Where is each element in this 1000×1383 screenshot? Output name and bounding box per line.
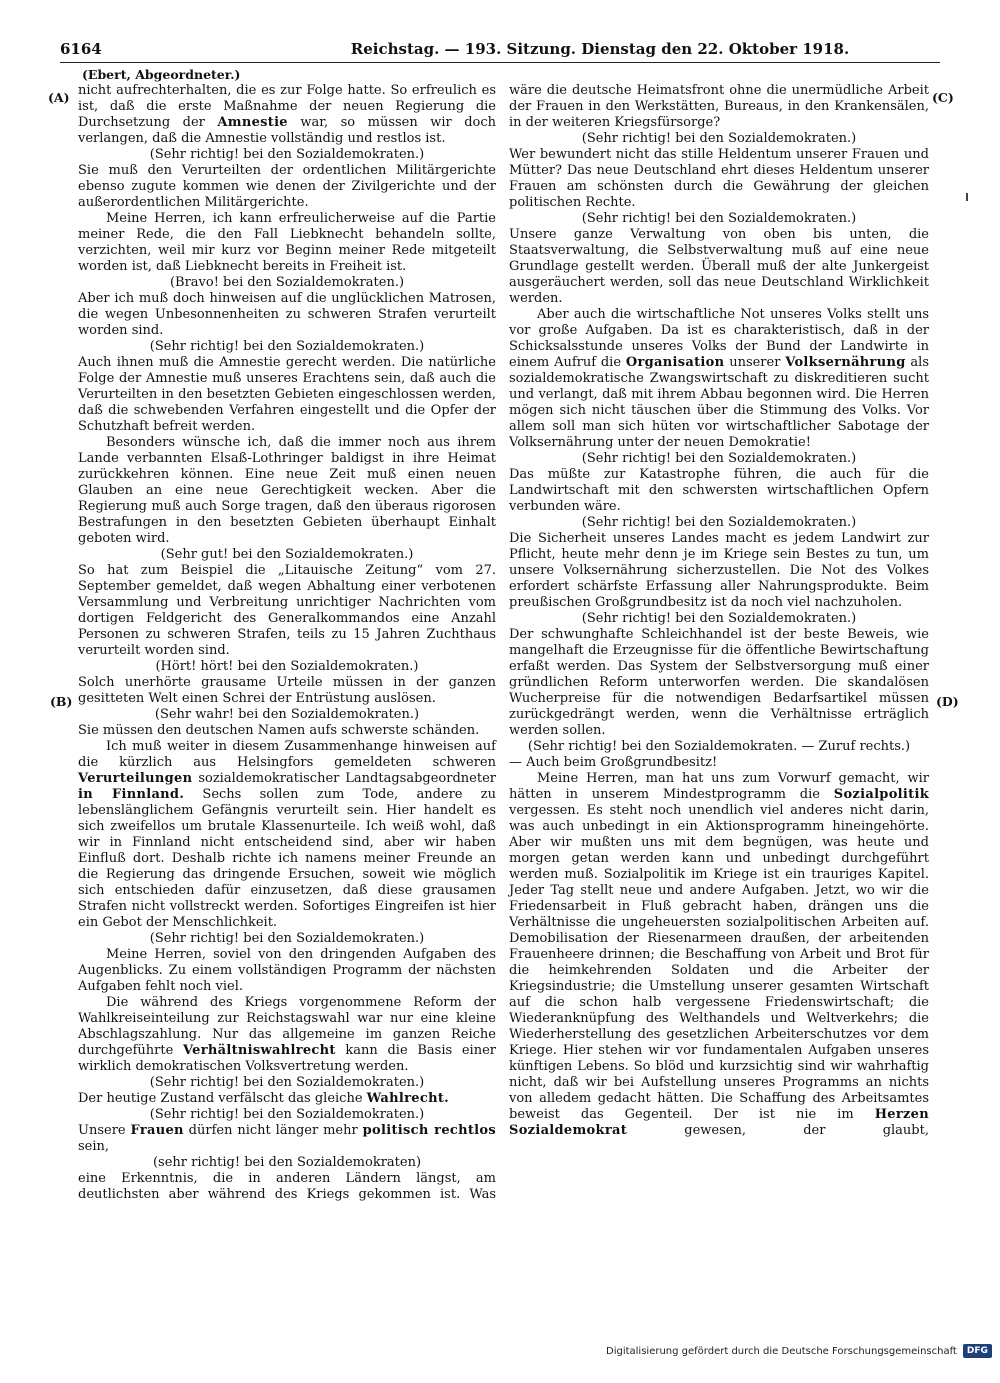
paragraph: Das müßte zur Katastrophe führen, die auch für die Landwirtschaft mit den schwersten wirtschaftlichen Opfern verbunden wäre. xyxy=(509,467,929,514)
left-column xyxy=(78,83,496,1203)
paragraph: Solch unerhörte grausame Urteile müssen in der ganzen gesitteten Welt einen Schrei der Entrüstung auslösen. xyxy=(78,675,496,706)
reaction: (Sehr richtig! bei den Sozialdemokraten.) xyxy=(149,147,425,162)
reaction: (Sehr richtig! bei den Sozialdemokraten.) xyxy=(149,1107,425,1122)
reaction: (Sehr richtig! bei den Sozialdemokraten.) xyxy=(149,931,425,946)
reaction: (Sehr richtig! bei den Sozialdemokraten.) xyxy=(149,1075,425,1090)
reaction: (Sehr richtig! bei den Sozialdemokraten.) xyxy=(581,611,857,626)
paragraph: Der schwunghafte Schleichhandel ist der beste Beweis, wie mangelhaft die Erzeugnisse für die öffentliche Bewirtschaftung erfaßt werden. Das System der Selbstversorgung muß einer gründlichen Reform unterworfen werden. Die skandalösen Wucherpreise für die notwendigen Bedarfsartikel müssen zurückgedrängt werden, wenn die Verhältnisse erträglich werden sollen. xyxy=(509,627,929,738)
paragraph: Sie müssen den deutschen Namen aufs schwerste schänden. xyxy=(78,723,480,738)
reaction: (Sehr richtig! bei den Sozialdemokraten.) xyxy=(581,131,857,146)
page-header xyxy=(60,40,940,64)
paragraph: Auch ihnen muß die Amnestie gerecht werden. Die natürliche Folge der Amnestie muß unseres Erachtens sein, daß auch die Verurteilten in den besetzten Gebieten eingeschlossen werden, daß die schwebenden Verfahren eingestellt und die Opfer der Schutzhaft befreit werden. xyxy=(78,355,496,434)
paragraph: Aber auch die wirtschaftliche Not unseres Volks stellt uns vor große Aufgaben. Da ist es charakteristisch, daß in der Schicksalsstunde unseres Volks der Bund der Landwirte in einem Aufruf die Organisation unserer Volksernährung als sozialdemokratische Zwangswirtschaft zu diskreditieren sucht und verlangt, daß mit ihrem Abbau begonnen wird. Die Herren mögen sich nicht täuschen über die Stimmung des Volks. Vor allem soll man sich hüten vor wirtschaftlicher Sabotage der Volksernährung unter der neuen Demokratie! xyxy=(509,307,929,450)
funding-footer xyxy=(606,1341,996,1361)
reaction: (Sehr richtig! bei den Sozialdemokraten.) xyxy=(581,515,857,530)
margin-marker-a: (A) xyxy=(48,90,70,105)
paragraph: Sie muß den Verurteilten der ordentlichen Militärgerichte ebenso zugute kommen wie denen der Zivilgerichte und der außerordentlichen Militärgerichte. xyxy=(78,163,496,210)
reaction: (Bravo! bei den Sozialdemokraten.) xyxy=(169,275,405,290)
reaction: (Sehr richtig! bei den Sozialdemokraten.) xyxy=(149,339,425,354)
footer-text: Digitalisierung gefördert durch die Deutsche Forschungsgemeinschaft xyxy=(606,1345,957,1357)
paragraph: Meine Herren, soviel von den dringenden Aufgaben des Augenblicks. Zu einem vollständigen Programm der nächsten Aufgaben fehlt noch viel. xyxy=(78,947,496,994)
scan-speck xyxy=(966,193,968,201)
dfg-logo: DFG xyxy=(963,1344,992,1358)
paragraph: Meine Herren, ich kann erfreulicherweise auf die Partie meiner Rede, die den Fall Liebknecht behandeln sollte, verzichten, weil mir kurz vor Beginn meiner Rede mitgeteilt worden ist, daß Liebknecht bereits in Freiheit ist. xyxy=(78,211,496,274)
reaction: (Sehr wahr! bei den Sozialdemokraten.) xyxy=(154,707,420,722)
running-title: Reichstag. — 193. Sitzung. Dienstag den 22. Oktober 1918. xyxy=(350,40,850,58)
paragraph: — Auch beim Großgrundbesitz! xyxy=(509,755,718,770)
reaction: (Sehr richtig! bei den Sozialdemokraten.) xyxy=(581,211,857,226)
paragraph: So hat zum Beispiel die „Litauische Zeitung“ vom 27. September gemeldet, daß wegen Abhaltung einer verbotenen Versammlung und Verbreitung unrichtiger Nachrichten vom dortigen Feldgericht des Generalkommandos eine Anzahl Personen zu schweren Strafen, teils zu 15 Jahren Zuchthaus verurteilt worden sind. xyxy=(78,563,496,658)
paragraph: Wer bewundert nicht das stille Heldentum unserer Frauen und Mütter? Das neue Deutschland ehrt dieses Heldentum unserer Frauen am schönsten durch die Gewährung der gleichen politischen Rechte. xyxy=(509,147,929,210)
paragraph: eine Erkenntnis, die in anderen Ländern längst, am deutlichsten aber während des Kriegs gekommen ist. Was xyxy=(78,1171,496,1202)
paragraph: Meine Herren, man hat uns zum Vorwurf gemacht, wir hätten in unserem Mindestprogramm die Sozialpolitik vergessen. Es steht noch unendlich viel anderes nicht darin, was auch unbedingt in ein Aktionsprogramm hineingehörte. Aber wir mußten uns mit dem begnügen, was heute und morgen getan werden kann und unbedingt durchgeführt werden muß. Sozialpolitik im Kriege ist ein trauriges Kapitel. Jeder Tag stellt neue und andere Aufgaben. Jetzt, wo wir die Friedensarbeit in Fluß gebracht haben, drängen uns die Verhältnisse die ungeheuersten sozialpolitischen Arbeiten auf. Demobilisation der Riesenarmeen draußen, der arbeitenden Frauenheere drinnen; die Beschaffung von Arbeit und Brot für die heimkehrenden Soldaten und die Arbeiter der Kriegsindustrie; die Umstellung unserer gesamten Wirtschaft auf die schon halb vergessene Friedenswirtschaft; die Wiederanknüpfung des Welthandels und Weltverkehrs; die Wiederherstellung des gesetzlichen Arbeiterschutzes vor dem Kriege. Hier stehen wir vor fundamentalen Aufgaben unseres künftigen Lebens. So blöd und kurzsichtig sind wir wahrhaftig nicht, daß wir bei Aufstellung unseres Programms an nichts von alledem gedacht hätten. Die Schaffung des Arbeitsamtes beweist das Gegenteil. Der ist nie im Herzen Sozialdemokrat gewesen, der glaubt, xyxy=(509,771,929,1138)
header-rule xyxy=(60,62,940,63)
paragraph: nicht aufrechterhalten, die es zur Folge hatte. So erfreulich es ist, daß die erste Maßnahme der neuen Regierung die Durchsetzung der Amnestie war, so müssen wir doch verlangen, daß die Amnestie vollständig und restlos ist. xyxy=(78,83,496,146)
paragraph: Besonders wünsche ich, daß die immer noch aus ihrem Lande verbannten Elsaß-Lothringer baldigst in ihre Heimat zurückkehren können. Eine neue Zeit muß einen neuen Glauben an eine neue Gerechtigkeit wecken. Aber die Regierung muß auch Sorge tragen, daß den überaus rigorosen Bestrafungen in den besetzten Gebieten überhaupt Einhalt geboten wird. xyxy=(78,435,496,546)
reaction: (sehr richtig! bei den Sozialdemokraten) xyxy=(152,1155,422,1170)
reaction: (Sehr gut! bei den Sozialdemokraten.) xyxy=(160,547,414,562)
margin-marker-b: (B) xyxy=(50,694,73,709)
paragraph: Ich muß weiter in diesem Zusammenhange hinweisen auf die kürzlich aus Helsingfors gemeldeten schweren Verurteilungen sozialdemokratischer Landtagsabgeordneter in Finnland. Sechs sollen zum Tode, andere zu lebenslänglichem Gefängnis verurteilt sein. Hier handelt es sich zweifellos um brutale Klassenurteile. Ich weiß wohl, daß wir in Finnland nicht entscheidend sind, aber wir haben Einfluß dort. Deshalb richte ich namens meiner Freunde an die Regierung das dringende Ersuchen, soweit wie möglich sich entschieden dafür einzusetzen, daß diese grausamen Strafen nicht vollstreckt werden. Sofortiges Eingreifen ist hier ein Gebot der Menschlichkeit. xyxy=(78,739,496,930)
paragraph: Die während des Kriegs vorgenommene Reform der Wahlkreiseinteilung zur Reichstagswahl war nur eine kleine Abschlagszahlung. Nur das allgemeine im ganzen Reiche durchgeführte Verhältniswahlrecht kann die Basis einer wirklich demokratischen Volksvertretung werden. xyxy=(78,995,496,1074)
speaker-label: (Ebert, Abgeordneter.) xyxy=(82,67,241,82)
reaction: (Hört! hört! bei den Sozialdemokraten.) xyxy=(155,659,419,674)
right-column xyxy=(509,83,929,1139)
reaction: (Sehr richtig! bei den Sozialdemokraten.) xyxy=(581,451,857,466)
paragraph: Der heutige Zustand verfälscht das gleiche Wahlrecht. xyxy=(78,1091,449,1106)
paragraph: Unsere Frauen dürfen nicht länger mehr politisch rechtlos sein, xyxy=(78,1123,496,1154)
page-number: 6164 xyxy=(60,40,102,58)
paragraph: Unsere ganze Verwaltung von oben bis unten, die Staatsverwaltung, die Selbstverwaltung muß auf eine neue Grundlage gestellt werden. Überall muß der alte Junkergeist ausgeräuchert werden, soll das neue Deutschland Wirklichkeit werden. xyxy=(509,227,929,306)
margin-marker-d: (D) xyxy=(936,694,959,709)
reaction: (Sehr richtig! bei den Sozialdemokraten. — Zuruf rechts.) xyxy=(527,739,911,754)
margin-marker-c: (C) xyxy=(932,90,954,105)
paragraph: wäre die deutsche Heimatsfront ohne die unermüdliche Arbeit der Frauen in den Werkstätten, Bureaus, in den Krankensälen, in der weiteren Kriegsfürsorge? xyxy=(509,83,929,130)
paragraph: Aber ich muß doch hinweisen auf die unglücklichen Matrosen, die wegen Unbesonnenheiten zu schweren Strafen verurteilt worden sind. xyxy=(78,291,496,338)
paragraph: Die Sicherheit unseres Landes macht es jedem Landwirt zur Pflicht, heute mehr denn je im Kriege sein Bestes zu tun, um unsere Volksernährung sicherzustellen. Die Not des Volkes erfordert schärfste Erfassung aller Nahrungsprodukte. Beim preußischen Großgrundbesitz ist da noch viel nachzuholen. xyxy=(509,531,929,610)
